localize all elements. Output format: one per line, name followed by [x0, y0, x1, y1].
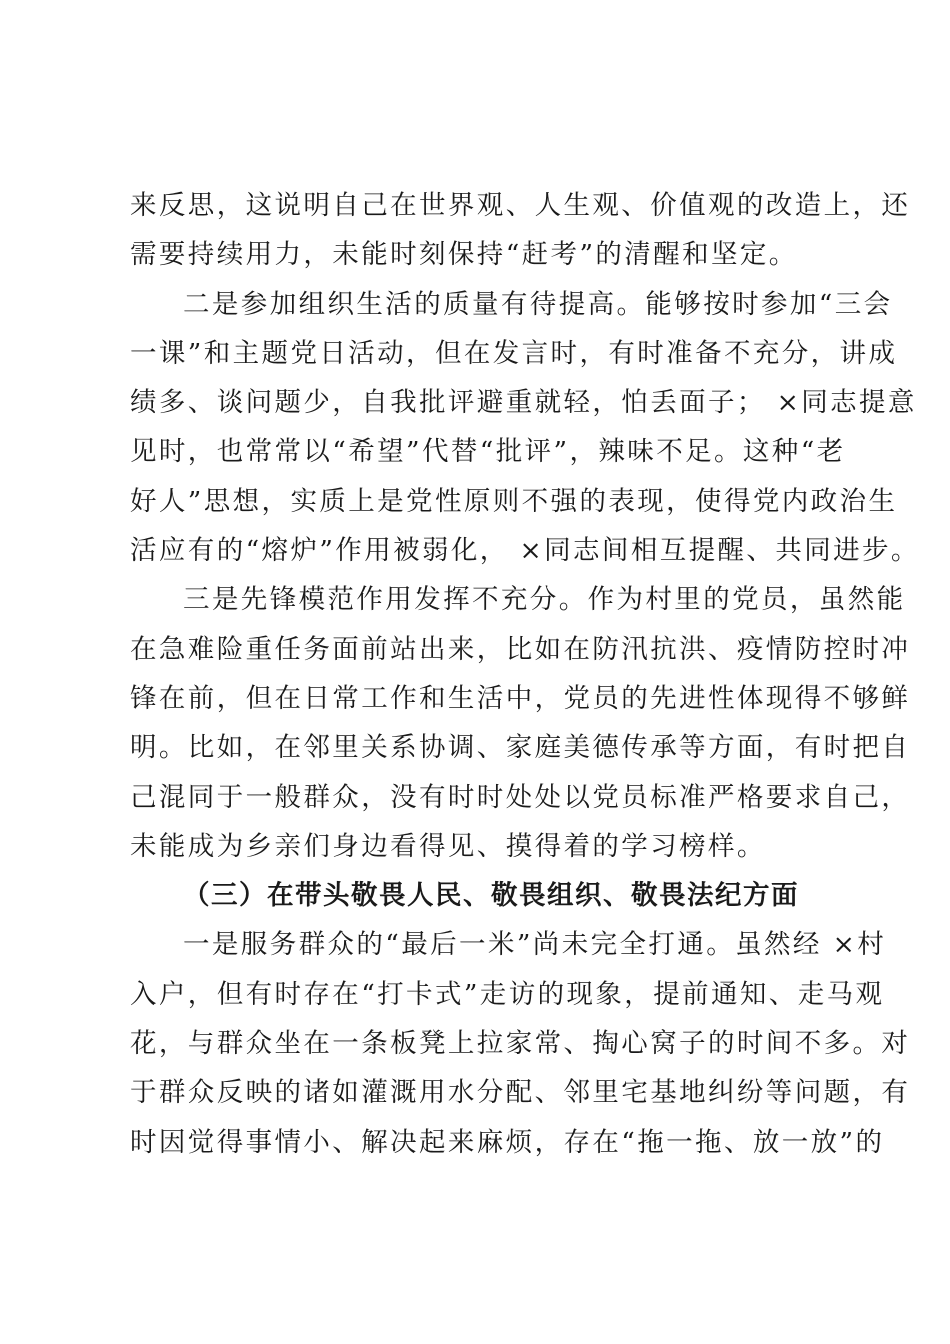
text-line: 一是服务群众的“最后一米”尚未完全打通。虽然经 ×村 — [183, 929, 887, 961]
text-line: 活应有的“熔炉”作用被弱化， ×同志间相互提醒、共同进步。 — [130, 535, 920, 567]
paragraph-point-3 — [130, 575, 911, 871]
text-line: 时因觉得事情小、解决起来麻烦，存在“拖一拖、放一放”的 — [130, 1126, 885, 1158]
text-line: 一课”和主题党日活动，但在发言时，有时准备不充分，讲成 — [130, 337, 898, 369]
text-line: 锋在前，但在日常工作和生活中，党员的先进性体现得不够鲜 — [130, 682, 911, 714]
text-line: 未能成为乡亲们身边看得见、摸得着的学习榜样。 — [130, 830, 766, 862]
text-line: 花，与群众坐在一条板凳上拉家常、掏心窝子的时间不多。对 — [130, 1028, 911, 1060]
section-heading: （三）在带头敬畏人民、敬畏组织、敬畏法纪方面 — [183, 880, 799, 912]
text-line: 己混同于一般群众，没有时时处处以党员标准严格要求自己， — [130, 781, 911, 813]
document-body — [130, 181, 920, 1167]
text-line: 来反思，这说明自己在世界观、人生观、价值观的改造上，还 — [130, 190, 911, 221]
text-line: 在急难险重任务面前站出来，比如在防汛抗洪、疫情防控时冲 — [130, 633, 911, 665]
text-line: 需要持续用力，未能时刻保持“赶考”的清醒和坚定。 — [130, 239, 798, 271]
text-line: 好人”思想，实质上是党性原则不强的表现，使得党内政治生 — [130, 485, 898, 517]
text-line: 见时，也常常以“希望”代替“批评”，辣味不足。这种“老 — [130, 436, 846, 468]
text-line: 三是先锋模范作用发挥不充分。作为村里的党员，虽然能 — [183, 584, 906, 616]
paragraph-point-2 — [130, 280, 920, 576]
text-line: 入户，但有时存在“打卡式”走访的现象，提前通知、走马观 — [130, 978, 885, 1010]
text-line: 明。比如，在邻里关系协调、家庭美德传承等方面，有时把自 — [130, 732, 911, 764]
text-line: 二是参加组织生活的质量有待提高。能够按时参加“三会 — [183, 288, 893, 320]
paragraph-continuation — [130, 181, 911, 280]
paragraph-point-1 — [130, 920, 911, 1166]
text-line: 于群众反映的诸如灌溉用水分配、邻里宅基地纠纷等问题，有 — [130, 1077, 911, 1109]
text-line: 绩多、谈问题少，自我批评避重就轻，怕丢面子； ×同志提意 — [130, 387, 917, 419]
